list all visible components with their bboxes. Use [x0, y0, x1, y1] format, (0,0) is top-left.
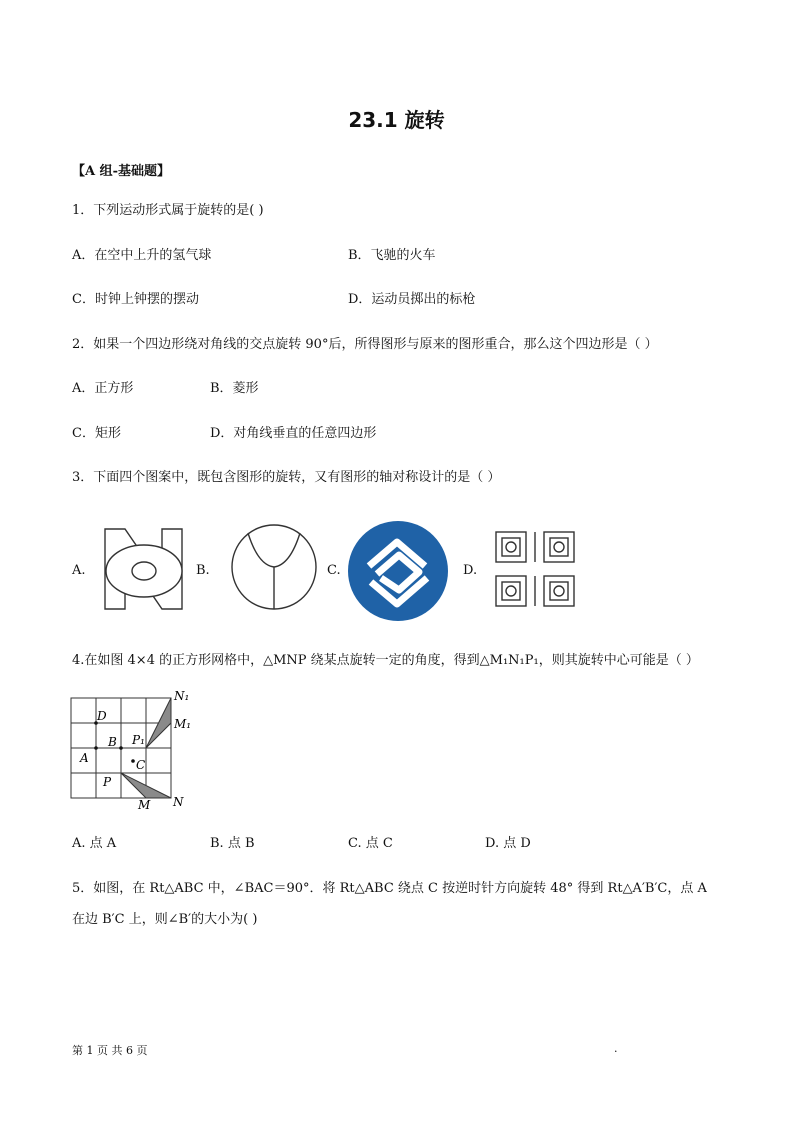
q4-stem: 4.在如图 4×4 的正方形网格中，△MNP 绕某点旋转一定的角度，得到△M₁N₁P₁，则其旋转中心可能是（ ） [72, 653, 699, 668]
q3-option-c: C. [327, 563, 341, 578]
label-n1: N₁ [174, 689, 190, 703]
label-d: D [97, 709, 107, 723]
q4-option-a: A. 点 A [72, 836, 117, 851]
label-a: A [80, 751, 89, 765]
q1-option-c: C．时钟上钟摆的摆动 [72, 292, 199, 307]
label-p1: P₁ [132, 733, 145, 747]
q4-option-c: C. 点 C [348, 836, 393, 851]
q5-line1: 5．如图，在 Rt△ABC 中，∠BAC＝90°．将 Rt△ABC 绕点 C 按逆时针方向旋转 48° 得到 Rt△A′B′C，点 A [72, 881, 707, 896]
q4-option-d: D. 点 D [485, 836, 531, 851]
q2-option-d: D．对角线垂直的任意四边形 [210, 426, 377, 441]
footer-dot: . [614, 1042, 618, 1055]
q5-line2: 在边 B′C 上，则∠B′的大小为( ) [72, 912, 258, 927]
q1-option-b: B．飞驰的火车 [348, 248, 436, 263]
q3-figure-d [492, 528, 578, 612]
q3-option-d: D. [463, 563, 478, 578]
label-m: M [138, 798, 151, 812]
q1-option-a: A．在空中上升的氢气球 [72, 248, 212, 263]
page-title: 23.1 旋转 [348, 108, 445, 132]
label-p: P [103, 775, 112, 789]
q4-option-b: B. 点 B [210, 836, 255, 851]
q3-figure-a [100, 525, 186, 611]
q3-figure-c-logo [347, 520, 449, 622]
q2-option-b: B．菱形 [210, 381, 259, 396]
q1-stem: 1．下列运动形式属于旋转的是( ) [72, 203, 264, 218]
label-c: C [136, 758, 146, 772]
page-footer: 第 1 页 共 6 页 [72, 1044, 148, 1057]
q2-stem: 2．如果一个四边形绕对角线的交点旋转 90°后，所得图形与原来的图形重合，那么这个四边形是（ ） [72, 337, 658, 352]
q2-option-a: A．正方形 [72, 381, 134, 396]
label-b: B [108, 735, 117, 749]
label-m1: M₁ [174, 717, 192, 731]
section-heading: 【A 组-基础题】 [72, 164, 171, 179]
q3-option-a: A. [72, 563, 86, 578]
label-n: N [173, 795, 184, 809]
q2-option-c: C．矩形 [72, 426, 121, 441]
q3-stem: 3．下面四个图案中，既包含图形的旋转，又有图形的轴对称设计的是（ ） [72, 470, 501, 485]
q1-option-d: D．运动员掷出的标枪 [348, 292, 476, 307]
q3-option-b: B. [196, 563, 210, 578]
q4-grid-figure [70, 688, 200, 814]
q3-figure-b [228, 521, 320, 613]
